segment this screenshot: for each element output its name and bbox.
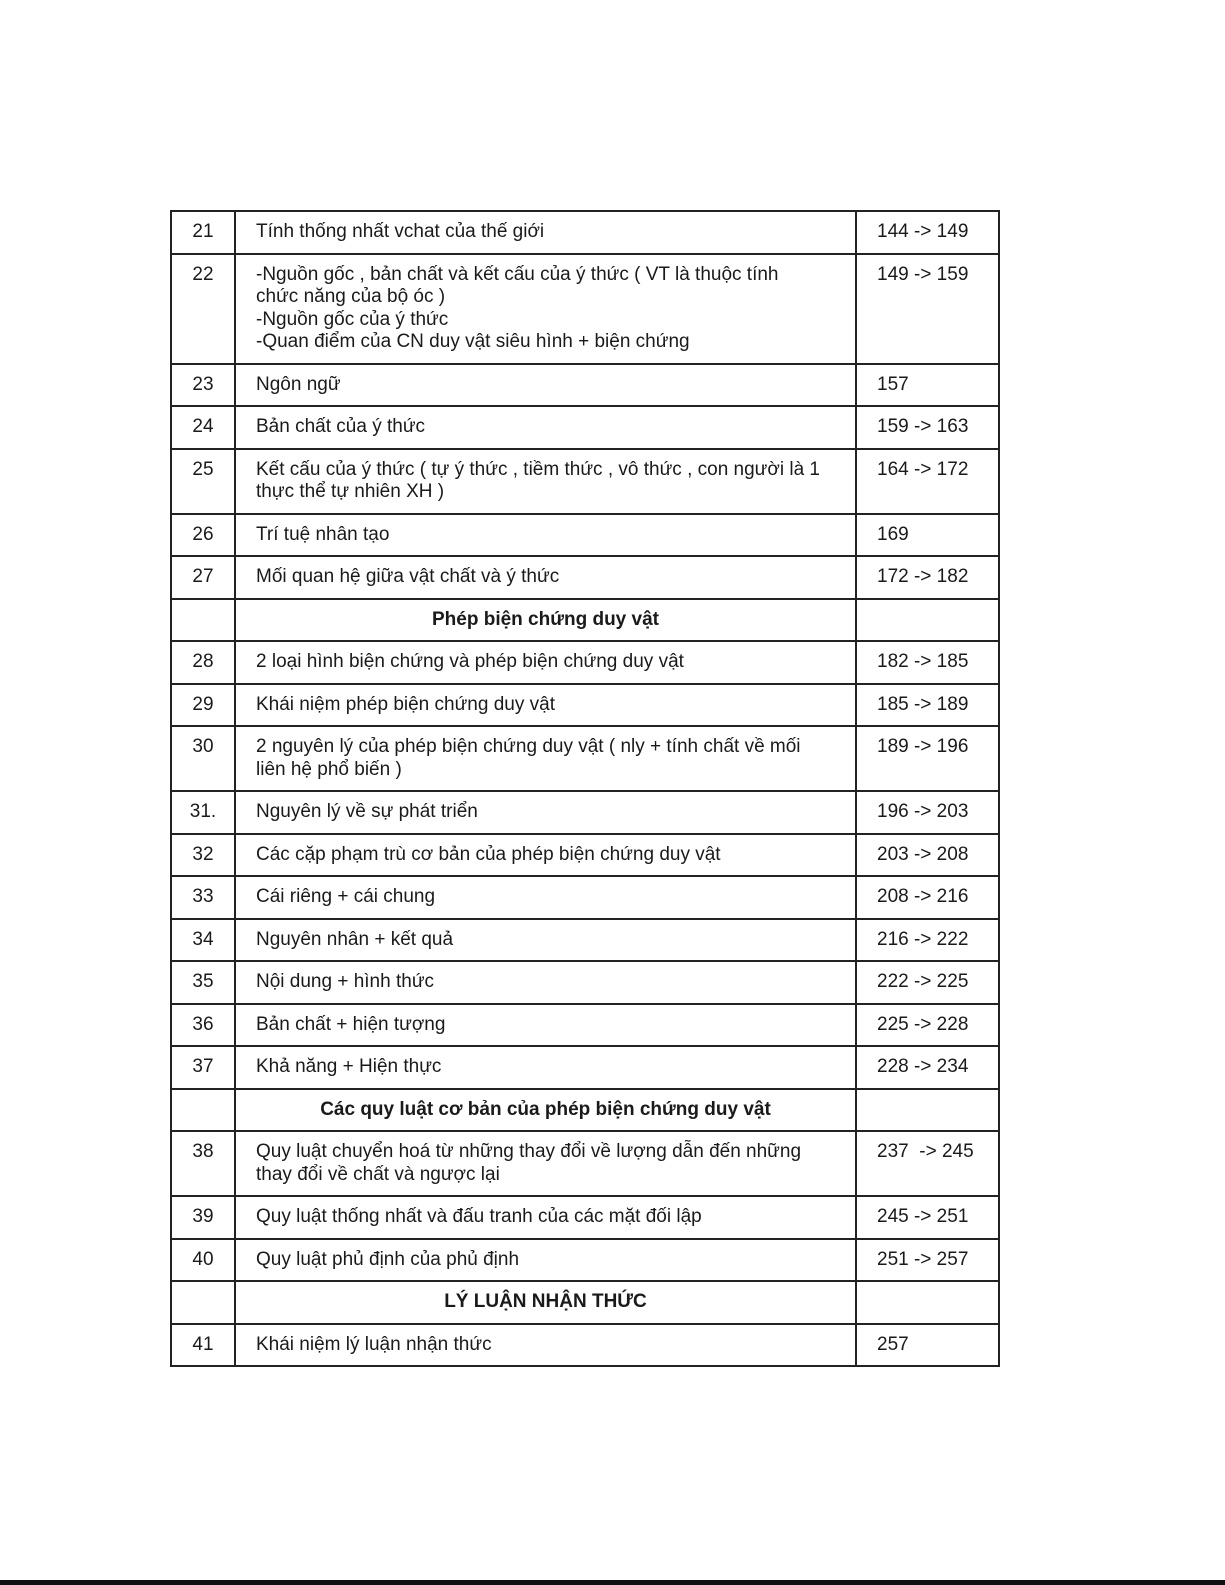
table-row xyxy=(171,726,999,791)
section-title: Các quy luật cơ bản của phép biện chứng duy vật xyxy=(235,1089,856,1132)
row-page-range: 237 -> 245 xyxy=(856,1131,999,1196)
row-page-range: 169 xyxy=(856,514,999,557)
topic-line: liên hệ phổ biến ) xyxy=(256,758,402,780)
topic-line: Nội dung + hình thức xyxy=(256,971,435,992)
row-number: 26 xyxy=(171,514,235,557)
row-number: 38 xyxy=(171,1131,235,1196)
row-number: 21 xyxy=(171,211,235,254)
row-page-range: 172 -> 182 xyxy=(856,556,999,599)
topic-line: Khái niệm lý luận nhận thức xyxy=(256,1333,492,1355)
table-row xyxy=(171,449,999,514)
row-page-range: 196 -> 203 xyxy=(856,791,999,834)
row-topic xyxy=(235,1131,856,1196)
row-number: 39 xyxy=(171,1196,235,1239)
table-row xyxy=(171,364,999,407)
table-row xyxy=(171,919,999,962)
row-page-range: 182 -> 185 xyxy=(856,641,999,684)
section-title: Phép biện chứng duy vật xyxy=(235,599,856,642)
row-topic xyxy=(235,1004,856,1047)
table-row xyxy=(171,254,999,364)
row-topic xyxy=(235,364,856,407)
table-row xyxy=(171,556,999,599)
row-topic xyxy=(235,1196,856,1239)
table-row xyxy=(171,791,999,834)
section-header-row xyxy=(171,599,999,642)
section-number-cell xyxy=(171,1089,235,1132)
row-topic xyxy=(235,211,856,254)
section-number-cell xyxy=(171,1281,235,1324)
table-row xyxy=(171,406,999,449)
row-topic xyxy=(235,1324,856,1367)
row-number: 30 xyxy=(171,726,235,791)
topic-line: Trí tuệ nhân tạo xyxy=(256,523,390,545)
row-number: 28 xyxy=(171,641,235,684)
row-number: 27 xyxy=(171,556,235,599)
row-page-range: 144 -> 149 xyxy=(856,211,999,254)
table-row xyxy=(171,876,999,919)
row-topic xyxy=(235,961,856,1004)
row-topic xyxy=(235,791,856,834)
table-row xyxy=(171,961,999,1004)
table-row xyxy=(171,834,999,877)
row-page-range: 203 -> 208 xyxy=(856,834,999,877)
topic-line: Nguyên lý về sự phát triển xyxy=(256,801,478,822)
topic-line: -Nguồn gốc của ý thức xyxy=(256,308,449,330)
section-header-row xyxy=(171,1089,999,1132)
row-number: 25 xyxy=(171,449,235,514)
section-pages-cell xyxy=(856,1089,999,1132)
topic-line: 2 nguyên lý của phép biện chứng duy vật ( nly + tính chất về mối xyxy=(256,736,801,757)
table-row xyxy=(171,211,999,254)
row-number: 34 xyxy=(171,919,235,962)
row-page-range: 251 -> 257 xyxy=(856,1239,999,1282)
row-page-range: 189 -> 196 xyxy=(856,726,999,791)
row-number: 33 xyxy=(171,876,235,919)
table-row xyxy=(171,1324,999,1367)
table-row xyxy=(171,514,999,557)
row-number: 24 xyxy=(171,406,235,449)
topic-line: -Quan điểm của CN duy vật siêu hình + biện chứng xyxy=(256,331,690,352)
topic-line: Khái niệm phép biện chứng duy vật xyxy=(256,693,555,715)
toc-table xyxy=(170,210,1000,1367)
topic-line: Quy luật thống nhất và đấu tranh của các mặt đối lập xyxy=(256,1206,702,1227)
table-row xyxy=(171,684,999,727)
row-page-range: 149 -> 159 xyxy=(856,254,999,364)
topic-line: chức năng của bộ óc ) xyxy=(256,286,446,307)
row-page-range: 245 -> 251 xyxy=(856,1196,999,1239)
topic-line: Khả năng + Hiện thực xyxy=(256,1056,442,1077)
row-topic xyxy=(235,919,856,962)
topic-line: Kết cấu của ý thức ( tự ý thức , tiềm thức , vô thức , con người là 1 xyxy=(256,458,820,480)
topic-line: thay đổi về chất và ngược lại xyxy=(256,1163,500,1185)
table-row xyxy=(171,1239,999,1282)
row-topic xyxy=(235,556,856,599)
row-topic xyxy=(235,514,856,557)
topic-line: Ngôn ngữ xyxy=(256,373,341,395)
section-number-cell xyxy=(171,599,235,642)
row-number: 36 xyxy=(171,1004,235,1047)
toc-body xyxy=(171,211,999,1366)
row-page-range: 216 -> 222 xyxy=(856,919,999,962)
row-page-range: 164 -> 172 xyxy=(856,449,999,514)
table-row xyxy=(171,641,999,684)
section-header-row xyxy=(171,1281,999,1324)
row-topic xyxy=(235,726,856,791)
section-pages-cell xyxy=(856,599,999,642)
row-page-range: 157 xyxy=(856,364,999,407)
topic-line: Bản chất của ý thức xyxy=(256,416,426,437)
row-topic xyxy=(235,641,856,684)
topic-line: Mối quan hệ giữa vật chất và ý thức xyxy=(256,566,560,587)
row-number: 37 xyxy=(171,1046,235,1089)
page-bottom-rule xyxy=(0,1580,1225,1585)
topic-line: Quy luật phủ định của phủ định xyxy=(256,1248,520,1270)
row-topic xyxy=(235,834,856,877)
row-page-range: 222 -> 225 xyxy=(856,961,999,1004)
topic-line: Quy luật chuyển hoá từ những thay đổi về lượng dẫn đến những xyxy=(256,1141,802,1162)
row-topic xyxy=(235,406,856,449)
row-page-range: 159 -> 163 xyxy=(856,406,999,449)
row-topic xyxy=(235,254,856,364)
table-row xyxy=(171,1004,999,1047)
section-pages-cell xyxy=(856,1281,999,1324)
row-topic xyxy=(235,1046,856,1089)
row-page-range: 225 -> 228 xyxy=(856,1004,999,1047)
row-number: 35 xyxy=(171,961,235,1004)
section-title: LÝ LUẬN NHẬN THỨC xyxy=(235,1281,856,1324)
row-topic xyxy=(235,684,856,727)
topic-line: Các cặp phạm trù cơ bản của phép biện chứng duy vật xyxy=(256,843,721,865)
topic-line: Tính thống nhất vchat của thế giới xyxy=(256,221,545,242)
row-number: 22 xyxy=(171,254,235,364)
row-number: 40 xyxy=(171,1239,235,1282)
row-number: 29 xyxy=(171,684,235,727)
table-row xyxy=(171,1196,999,1239)
row-topic xyxy=(235,449,856,514)
topic-line: 2 loại hình biện chứng và phép biện chứng duy vật xyxy=(256,651,684,672)
topic-line: thực thể tự nhiên XH ) xyxy=(256,481,445,502)
topic-line: Nguyên nhân + kết quả xyxy=(256,928,454,950)
table-row xyxy=(171,1131,999,1196)
row-page-range: 185 -> 189 xyxy=(856,684,999,727)
row-number: 23 xyxy=(171,364,235,407)
topic-line: Bản chất + hiện tượng xyxy=(256,1013,446,1035)
topic-line: -Nguồn gốc , bản chất và kết cấu của ý thức ( VT là thuộc tính xyxy=(256,263,779,285)
row-page-range: 257 xyxy=(856,1324,999,1367)
row-topic xyxy=(235,1239,856,1282)
row-page-range: 208 -> 216 xyxy=(856,876,999,919)
row-number: 32 xyxy=(171,834,235,877)
topic-line: Cái riêng + cái chung xyxy=(256,886,436,907)
row-number: 31. xyxy=(171,791,235,834)
table-row xyxy=(171,1046,999,1089)
row-topic xyxy=(235,876,856,919)
row-number: 41 xyxy=(171,1324,235,1367)
row-page-range: 228 -> 234 xyxy=(856,1046,999,1089)
